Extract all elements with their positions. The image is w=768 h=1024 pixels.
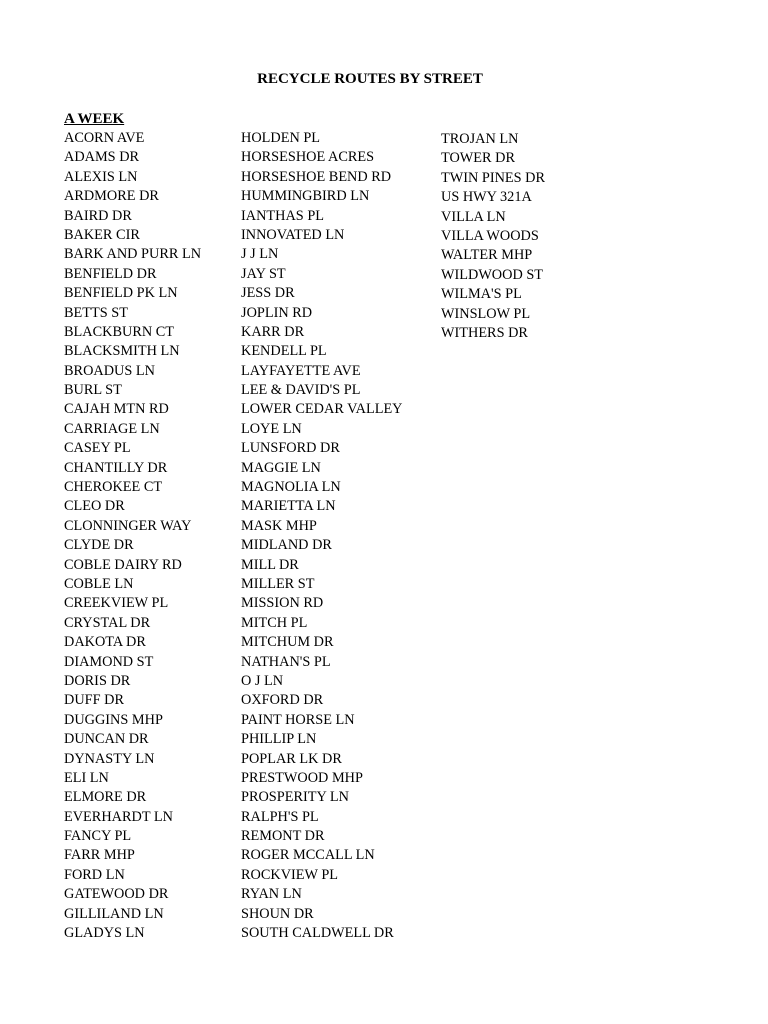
street-name: MILLER ST <box>241 575 315 592</box>
street-name: TWIN PINES DR <box>441 169 546 186</box>
street-name: SHOUN DR <box>241 905 314 922</box>
street-name: HORSESHOE ACRES <box>241 149 375 166</box>
street-name: VILLA LN <box>441 208 506 225</box>
street-name: FANCY PL <box>64 828 132 845</box>
street-name: WILMA'S PL <box>441 286 522 303</box>
street-name: CARRIAGE LN <box>64 420 160 437</box>
street-name: PROSPERITY LN <box>241 789 349 806</box>
street-name: CREEKVIEW PL <box>64 595 169 612</box>
street-name: MITCH PL <box>241 614 308 631</box>
street-name: MAGGIE LN <box>241 459 321 476</box>
street-name: WILDWOOD ST <box>441 266 544 283</box>
street-name: ARDMORE DR <box>64 188 159 205</box>
street-name: LEE & DAVID'S PL <box>241 382 361 399</box>
street-name: TOWER DR <box>441 150 515 167</box>
street-name: PHILLIP LN <box>241 731 317 748</box>
street-name: DYNASTY LN <box>64 750 155 767</box>
street-name: NATHAN'S PL <box>241 653 331 670</box>
street-name: HORSESHOE BEND RD <box>241 168 392 185</box>
street-name: KARR DR <box>241 323 305 340</box>
street-name: WITHERS DR <box>441 324 528 341</box>
street-name: EVERHARDT LN <box>64 808 173 825</box>
street-name: HUMMINGBIRD LN <box>241 188 370 205</box>
section-heading-a-week: A WEEK <box>64 111 125 127</box>
street-name: PAINT HORSE LN <box>241 711 355 728</box>
street-name: JAY ST <box>241 265 286 282</box>
street-name: ELMORE DR <box>64 789 147 806</box>
street-name: LAYFAYETTE AVE <box>241 362 361 379</box>
street-name: SOUTH CALDWELL DR <box>241 925 394 942</box>
street-name: REMONT DR <box>241 828 325 845</box>
street-name: IANTHAS PL <box>241 207 325 224</box>
street-name: CLEO DR <box>64 498 125 515</box>
street-name: ELI LN <box>64 769 109 786</box>
street-name: MISSION RD <box>241 595 324 612</box>
street-name: BENFIELD PK LN <box>64 285 178 302</box>
street-name: CLONNINGER WAY <box>64 517 192 534</box>
street-name: GATEWOOD DR <box>64 886 169 903</box>
street-name: J J LN <box>241 246 279 263</box>
street-name: PRESTWOOD MHP <box>241 769 363 786</box>
street-name: MILL DR <box>241 556 299 573</box>
street-name: BARK AND PURR LN <box>64 246 202 263</box>
street-name: HOLDEN PL <box>241 130 321 146</box>
street-name: COBLE DAIRY RD <box>64 556 182 573</box>
street-name: BURL ST <box>64 382 122 399</box>
street-name: LUNSFORD DR <box>241 440 340 457</box>
street-name: OXFORD DR <box>241 692 324 709</box>
street-name: ROCKVIEW PL <box>241 866 339 883</box>
street-name: RYAN LN <box>241 886 302 903</box>
street-name: BAIRD DR <box>64 207 132 224</box>
street-name: WINSLOW PL <box>441 305 531 322</box>
street-name: JOPLIN RD <box>241 304 313 321</box>
street-name: CASEY PL <box>64 440 131 457</box>
street-name: ADAMS DR <box>64 149 140 166</box>
street-name: GILLILAND LN <box>64 905 164 922</box>
street-name: BAKER CIR <box>64 226 140 243</box>
street-column-2 <box>241 129 403 943</box>
street-name: GLADYS LN <box>64 925 145 942</box>
street-name: BENFIELD DR <box>64 265 157 282</box>
street-name: US HWY 321A <box>441 189 532 206</box>
page-title: RECYCLE ROUTES BY STREET <box>257 71 483 87</box>
street-name: WALTER MHP <box>441 247 533 264</box>
street-name: ACORN AVE <box>64 130 145 146</box>
street-name: CHEROKEE CT <box>64 479 163 496</box>
street-name: O J LN <box>241 672 284 689</box>
street-name: CRYSTAL DR <box>64 614 151 631</box>
street-name: COBLE LN <box>64 575 134 592</box>
street-name: CLYDE DR <box>64 537 134 554</box>
street-name: MIDLAND DR <box>241 537 332 554</box>
street-name: MITCHUM DR <box>241 634 334 651</box>
street-name: JESS DR <box>241 285 295 302</box>
street-name: DAKOTA DR <box>64 634 146 651</box>
street-name: TROJAN LN <box>441 131 519 147</box>
street-name: MARIETTA LN <box>241 498 336 515</box>
street-name: MASK MHP <box>241 517 317 534</box>
street-name: INNOVATED LN <box>241 226 345 243</box>
street-name: FARR MHP <box>64 847 135 864</box>
street-name: DUFF DR <box>64 692 124 709</box>
street-column-1 <box>64 129 201 943</box>
street-name: BLACKSMITH LN <box>64 343 180 360</box>
street-name: DORIS DR <box>64 672 131 689</box>
street-name: POPLAR LK DR <box>241 750 342 767</box>
street-name: BROADUS LN <box>64 362 155 379</box>
street-name: DIAMOND ST <box>64 653 154 670</box>
street-name: BLACKBURN CT <box>64 323 175 340</box>
street-name: DUNCAN DR <box>64 731 149 748</box>
street-name: CHANTILLY DR <box>64 459 168 476</box>
street-name: RALPH'S PL <box>241 808 319 825</box>
street-name: ALEXIS LN <box>64 168 138 185</box>
street-name: KENDELL PL <box>241 343 327 360</box>
street-name: LOWER CEDAR VALLEY <box>241 401 403 418</box>
street-name: MAGNOLIA LN <box>241 479 341 496</box>
street-name: DUGGINS MHP <box>64 711 163 728</box>
street-name: ROGER MCCALL LN <box>241 847 375 864</box>
street-name: CAJAH MTN RD <box>64 401 169 418</box>
street-name: FORD LN <box>64 866 125 883</box>
street-column-3 <box>441 130 545 343</box>
street-name: LOYE LN <box>241 420 302 437</box>
street-name: VILLA WOODS <box>441 227 539 244</box>
street-name: BETTS ST <box>64 304 128 321</box>
